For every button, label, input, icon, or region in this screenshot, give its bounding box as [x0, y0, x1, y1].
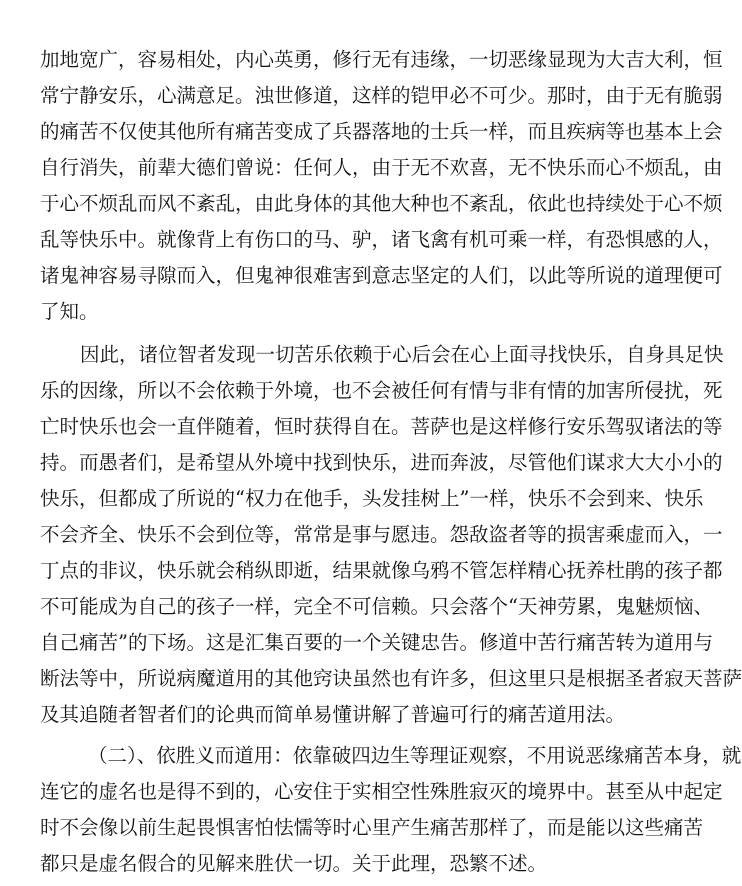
- text-line: （二）、依胜义而道用：依靠破四边生等理证观察，不用说恶缘痛苦本身，就: [88, 744, 742, 767]
- text-line: 诸鬼神容易寻隙而入，但鬼神很难害到意志坚定的人们，以此等所说的道理便可: [40, 264, 723, 287]
- text-line: 因此，诸位智者发现一切苦乐依赖于心后会在心上面寻找快乐，自身具足快: [80, 343, 724, 366]
- text-line: 及其追随者智者们的论典而简单易懂讲解了普遍可行的痛苦道用法。: [40, 703, 626, 726]
- text-line: 亡时快乐也会一直伴随着，恒时获得自在。菩萨也是这样修行安乐驾驭诸法的等: [40, 415, 723, 438]
- text-line: 都只是虚名假合的见解来胜伏一切。关于此理，恐繁不述。: [40, 852, 548, 875]
- text-line: 了知。: [40, 300, 99, 323]
- text-line: 持。而愚者们，是希望从外境中找到快乐，进而奔波，尽管他们谋求大大小小的: [40, 451, 723, 474]
- text-line: 不会齐全、快乐不会到位等，常常是事与愿违。怨敌盗者等的损害乘虚而入，一: [40, 523, 723, 546]
- text-line: 丁点的非议，快乐就会稍纵即逝，结果就像乌鸦不管怎样精心抚养杜鹃的孩子都: [40, 559, 723, 582]
- text-line: 断法等中，所说病魔道用的其他窍诀虽然也有许多，但这里只是根据圣者寂天菩萨: [40, 667, 742, 690]
- text-line: 的痛苦不仅使其他所有痛苦变成了兵器落地的士兵一样，而且疾病等也基本上会: [40, 120, 723, 143]
- text-line: 加地宽广，容易相处，内心英勇，修行无有违缘，一切恶缘显现为大吉大利，恒: [40, 48, 723, 71]
- text-line: 不可能成为自己的孩子一样，完全不可信赖。只会落个“天神劳累，鬼魅烦恼、: [40, 595, 713, 618]
- text-line: 常宁静安乐，心满意足。浊世修道，这样的铠甲必不可少。那时，由于无有脆弱: [40, 84, 723, 107]
- text-line: 连它的虚名也是得不到的，心安住于实相空性殊胜寂灭的境界中。甚至从中起定: [40, 780, 723, 803]
- text-line: 自己痛苦”的下场。这是汇集百要的一个关键忠告。修道中苦行痛苦转为道用与: [40, 631, 713, 654]
- text-line: 时不会像以前生起畏惧害怕怯懦等时心里产生痛苦那样了，而是能以这些痛苦: [40, 816, 704, 839]
- text-line: 自行消失，前辈大德们曾说：任何人，由于无不欢喜，无不快乐而心不烦乱，由: [40, 156, 723, 179]
- text-line: 快乐，但都成了所说的“权力在他手，头发挂树上”一样，快乐不会到来、快乐: [40, 487, 704, 510]
- text-line: 乐的因缘，所以不会依赖于外境，也不会被任何有情与非有情的加害所侵扰，死: [40, 379, 723, 402]
- text-line: 乱等快乐中。就像背上有伤口的马、驴，诸飞禽有机可乘一样，有恐惧感的人，: [40, 228, 723, 251]
- text-line: 于心不烦乱而风不紊乱，由此身体的其他大种也不紊乱，依此也持续处于心不烦: [40, 192, 723, 215]
